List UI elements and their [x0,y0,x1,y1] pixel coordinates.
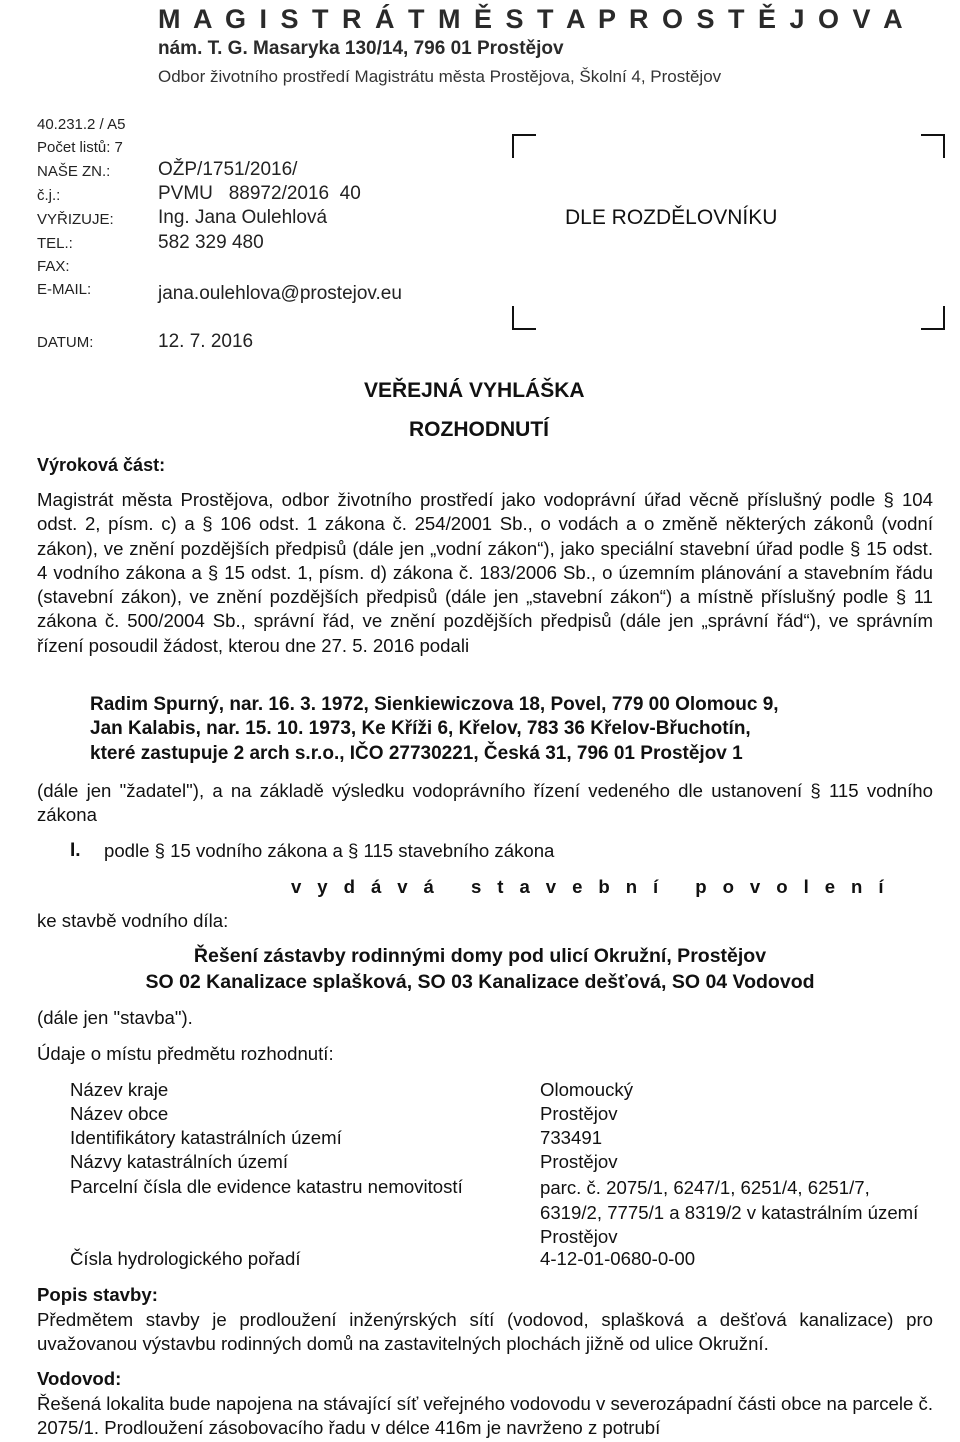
to-water-work: ke stavbě vodního díla: [37,910,229,931]
stavba-note: (dále jen "stavba"). [37,1007,193,1028]
cj-label: č.j.: [37,187,61,204]
applicant-2: Jan Kalabis, nar. 15. 10. 1973, Ke Kříži 6, Křelov, 783 36 Křelov-Břuchotín, [90,718,751,739]
description-text: Předmětem stavby je prodloužení inženýrských sítí (vodovod, splašková a dešťová kanalizace) pro uvažovanou výstavbu rodinných domů na zastavitelných plochách jižně od ulice Okružní. [37,1309,933,1355]
authority-title: M A G I S T R Á T M Ě S T A P R O S T Ě J O V A [158,4,906,34]
location-value: Prostějov [540,1103,618,1124]
decision-title: ROZHODNUTÍ [409,418,549,441]
notice-title: VEŘEJNÁ VYHLÁŠKA [364,379,585,402]
location-value: parc. č. 2075/1, 6247/1, 6251/4, 6251/7, 6319/2, 7775/1 a 8319/2 v katastrálním území Prostějov [540,1177,919,1247]
address-window-corner [921,306,945,330]
issues-permit: v y d á v á s t a v e b n í p o v o l e n í [291,876,889,897]
addressee: DLE ROZDĚLOVNÍKU [565,206,778,229]
location-label: Název kraje [70,1079,169,1100]
applicant-note: (dále jen "žadatel"), a na základě výsledku vodoprávního řízení vedeného dle ustanovení § 115 vodního zákona [37,780,933,826]
our-ref-label: NAŠE ZN.: [37,163,111,180]
operative-part-heading: Výroková část: [37,455,166,475]
our-ref-value: OŽP/1751/2016/ [158,159,298,180]
date-value: 12. 7. 2016 [158,331,254,352]
address-window-corner [512,134,536,158]
date-label: DATUM: [37,334,94,351]
email-value: jana.oulehlova@prostejov.eu [158,283,402,304]
section-numeral: I. [70,840,81,861]
applicant-representative: které zastupuje 2 arch s.r.o., IČO 27730221, Česká 31, 796 01 Prostějov 1 [90,743,743,764]
location-label: Názvy katastrálních území [70,1151,289,1172]
location-label: Název obce [70,1103,169,1124]
tel-label: TEL.: [37,235,73,252]
tel-value: 582 329 480 [158,232,264,253]
intro-paragraph: Magistrát města Prostějova, odbor životního prostředí jako vodoprávní úřad věcně příslušný podle § 104 odst. 2, písm. c) a § 106 odst. 1 zákona č. 254/2001 Sb., o vodách a o změně některých zákonů (vodní zákon), ve znění pozdějších předpisů (dále jen „vodní zákon“), jako speciální stavební úřad podle § 15 odst. 4 vodního zákona a § 15 odst. 1, písm. d) zákona č. 183/2006 Sb., o územním plánování a stavebním řádu (stavební zákon), ve znění pozdějších předpisů (dále jen „stavební zákon“) a místně příslušný podle § 11 zákona č. 500/2004 Sb., správní řád, ve znění pozdějších předpisů (dále jen „správní řád“), ve správním řízení posoudil žádost, kterou dne 27. 5. 2016 podali [37,489,933,656]
handled-value: Ing. Jana Oulehlová [158,207,328,228]
email-label: E-MAIL: [37,281,92,298]
location-heading: Údaje o místu předmětu rozhodnutí: [37,1043,334,1064]
address-window-corner [512,306,536,330]
location-value: Prostějov [540,1151,618,1172]
location-label: Parcelní čísla dle evidence katastru nemovitostí [70,1176,463,1197]
water-heading: Vodovod: [37,1368,122,1389]
applicant-1: Radim Spurný, nar. 16. 3. 1972, Sienkiewiczova 18, Povel, 779 00 Olomouc 9, [90,694,779,715]
description-heading: Popis stavby: [37,1284,158,1305]
handled-label: VYŘIZUJE: [37,211,114,228]
location-label: Identifikátory katastrálních území [70,1127,342,1148]
address-window-corner [921,134,945,158]
water-text: Řešená lokalita bude napojena na stávající síť veřejného vodovodu v severozápadní části obce na parcele č. 2075/1. Prodloužení zásobovacího řadu v délce 416m je navrženo z potrubí [37,1393,933,1439]
location-label: Čísla hydrologického pořadí [70,1248,301,1269]
project-name: Řešení zástavby rodinnými domy pod ulicí Okružní, Prostějov [193,945,767,967]
location-value: 733491 [540,1127,603,1148]
file-code: 40.231.2 / A5 [37,116,126,133]
project-objects: SO 02 Kanalizace splašková, SO 03 Kanalizace dešťová, SO 04 Vodovod [145,971,815,993]
cj-value: PVMU 88972/2016 40 [158,183,361,204]
location-value: Olomoucký [540,1079,633,1100]
department-line: Odbor životního prostředí Magistrátu města Prostějova, Školní 4, Prostějov [158,67,722,86]
section-legal-basis: podle § 15 vodního zákona a § 115 stavebního zákona [104,840,555,861]
authority-address: nám. T. G. Masaryka 130/14, 796 01 Prostějov [158,38,564,59]
fax-label: FAX: [37,258,70,275]
sheet-count: Počet listů: 7 [37,139,123,156]
location-value: 4-12-01-0680-0-00 [540,1248,696,1269]
